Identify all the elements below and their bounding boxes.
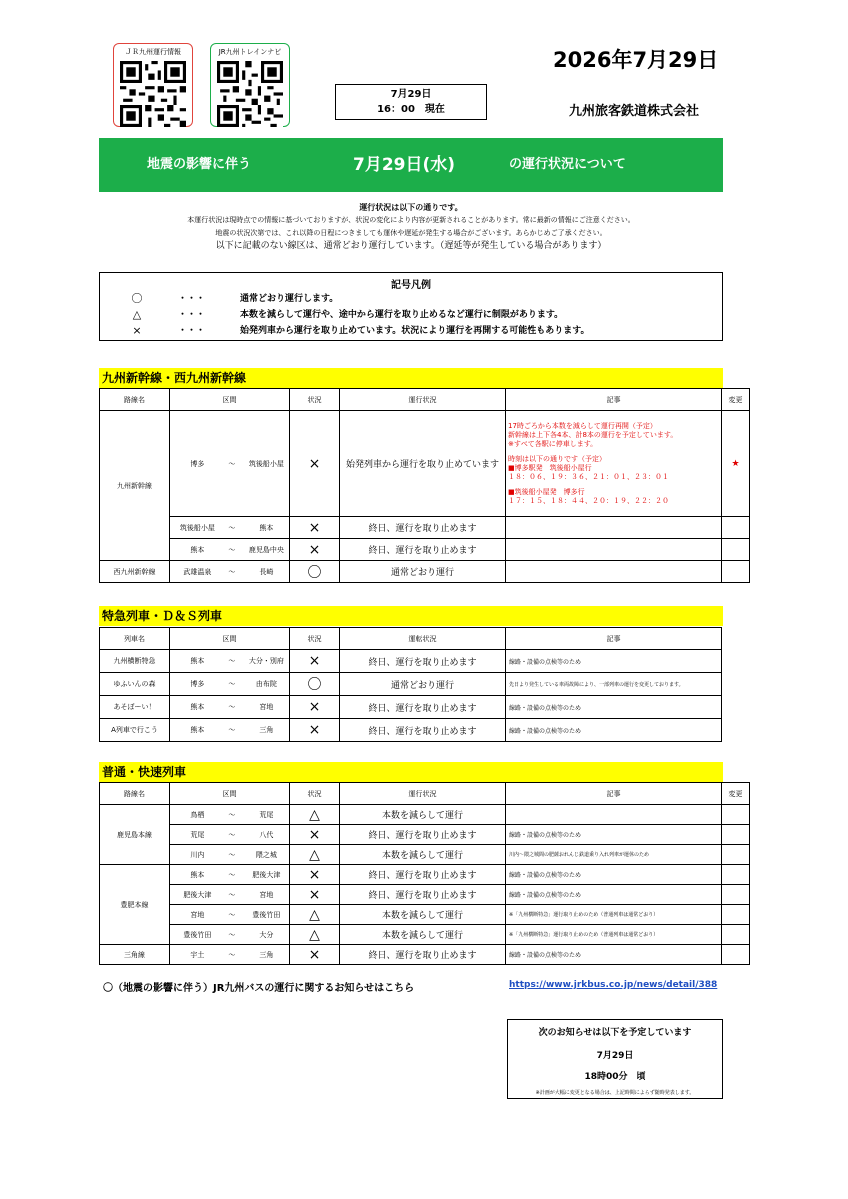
col-header: 区間 (170, 783, 290, 805)
table-row (100, 905, 750, 925)
section-cell: 鳥栖 ～ 荒尾 (170, 805, 290, 825)
notice-text: 先日より発生している車両故障により、一部列車の運行を変更しております。 (506, 673, 722, 696)
banner-right: の運行状況について (509, 157, 626, 172)
status-icon: × (290, 945, 340, 965)
section-title-local: 普通・快速列車 (99, 762, 723, 782)
section-cell: 熊本 ～ 三角 (170, 719, 290, 742)
legend-desc: 本数を減らして運行や、途中から運行を取り止めるなど運行に制限があります。 (240, 310, 564, 320)
col-header: 運転状況 (340, 628, 506, 650)
table-row (100, 805, 750, 825)
notice-text: ※「九州横断特急」運行取り止めのため（普通列車は通常どおり） (506, 905, 722, 925)
legend-desc: 始発列車から運行を取り止めています。状況により運行を再開する可能性もあります。 (240, 326, 590, 336)
as-of-time: 16：00 現在 (377, 104, 445, 115)
as-of-date: 7月29日 (390, 89, 432, 100)
section-cell: 荒尾 ～ 八代 (170, 825, 290, 845)
local-train-table (99, 782, 750, 965)
next-notice-title: 次のお知らせは以下を予定しています (538, 1028, 692, 1038)
status-icon: 〇 (290, 673, 340, 696)
notice-text: 17時ごろから本数を減らして運行再開（予定） 新幹線は上下各4本、計8本の運行を予定しています。 ※すべて各駅に停車します。 時刻は以下の通りです（予定） ■博多駅発 筑後船小屋行 １８：０６、１９：３６、２１：０１、２３：０１ ■筑後船小屋発 博多行 １７：１５、１８：４４、２０：１９、２２：２０ (506, 411, 722, 517)
section-cell: 博多 ～ 由布院 (170, 673, 290, 696)
bus-notice: 〇（地震の影響に伴う）JR九州バスの運行に関するお知らせはこちら (103, 983, 415, 994)
table-row (100, 539, 750, 561)
symbol-legend (99, 272, 723, 341)
operation-status: 本数を減らして運行 (340, 905, 506, 925)
next-notice-time: 18時00分 頃 (584, 1072, 646, 1082)
operation-status: 本数を減らして運行 (340, 925, 506, 945)
train-name: A列車で行こう (100, 719, 170, 742)
operation-status: 本数を減らして運行 (340, 805, 506, 825)
table-row (100, 517, 750, 539)
intro-line: 運行状況は以下の通りです。 (359, 203, 463, 212)
cross-icon: × (132, 324, 142, 337)
intro-line: 以下に記載のない線区は、通常どおり運行しています。（遅延等が発生している場合があります） (215, 241, 607, 251)
qr-code-icon[interactable] (120, 61, 186, 127)
status-icon: × (290, 539, 340, 561)
line-name: 豊肥本線 (100, 865, 170, 945)
legend-dots: ・・・ (178, 310, 206, 320)
legend-desc: 通常どおり運行します。 (240, 294, 339, 304)
col-header: 変更 (722, 783, 750, 805)
legend-item (100, 292, 720, 306)
as-of-box (335, 84, 487, 120)
col-header: 区間 (170, 628, 290, 650)
company-name: 九州旅客鉄道株式会社 (569, 104, 700, 119)
qr-box-operation-info (113, 43, 193, 127)
table-row (100, 696, 722, 719)
section-cell: 筑後船小屋 ～ 熊本 (170, 517, 290, 539)
notice-text: ※「九州横断特急」運行取り止めのため（普通列車は通常どおり） (506, 925, 722, 945)
train-name: 九州横断特急 (100, 650, 170, 673)
section-cell: 熊本 ～ 宮地 (170, 696, 290, 719)
operation-status: 始発列車から運行を取り止めています (340, 411, 506, 517)
next-notice-date: 7月29日 (596, 1051, 634, 1061)
col-header: 路線名 (100, 783, 170, 805)
operation-status: 終日、運行を取り止めます (340, 719, 506, 742)
col-header: 区間 (170, 389, 290, 411)
line-name: 三角線 (100, 945, 170, 965)
table-row (100, 650, 722, 673)
status-icon: × (290, 719, 340, 742)
col-header: 記事 (506, 783, 722, 805)
operation-status: 本数を減らして運行 (340, 845, 506, 865)
next-notice-box (507, 1019, 723, 1099)
line-name: 九州新幹線 (100, 411, 170, 561)
col-header: 運行状況 (340, 389, 506, 411)
notice-text: 線路・設備の点検等のため (506, 865, 722, 885)
legend-title: 記号凡例 (391, 280, 431, 291)
table-row (100, 411, 750, 517)
status-icon: △ (290, 925, 340, 945)
section-cell: 熊本 ～ 肥後大津 (170, 865, 290, 885)
section-title-shinkansen: 九州新幹線・西九州新幹線 (99, 368, 723, 388)
table-row (100, 719, 722, 742)
operation-status: 終日、運行を取り止めます (340, 650, 506, 673)
notice-text: 線路・設備の点検等のため (506, 825, 722, 845)
triangle-icon: △ (132, 308, 142, 321)
col-header: 運行状況 (340, 783, 506, 805)
status-icon: × (290, 825, 340, 845)
status-icon: × (290, 696, 340, 719)
status-icon: △ (290, 845, 340, 865)
table-row (100, 945, 750, 965)
section-cell: 宇土 ～ 三角 (170, 945, 290, 965)
col-header: 状況 (290, 389, 340, 411)
status-icon: △ (290, 805, 340, 825)
legend-dots: ・・・ (178, 294, 206, 304)
shinkansen-table (99, 388, 750, 583)
banner-date: 7月29日(水) (353, 155, 456, 175)
legend-dots: ・・・ (178, 326, 206, 336)
section-title-limited-express: 特急列車・Ｄ＆Ｓ列車 (99, 606, 723, 626)
section-cell: 熊本 ～ 鹿児島中央 (170, 539, 290, 561)
legend-item (100, 308, 720, 322)
star-icon: ★ (722, 411, 750, 517)
col-header: 状況 (290, 783, 340, 805)
section-cell: 宮地 ～ 豊後竹田 (170, 905, 290, 925)
section-cell: 豊後竹田 ～ 大分 (170, 925, 290, 945)
table-row (100, 561, 750, 583)
intro-line: 地震の状況次第では、これ以降の日程につきましても運休や遅延が発生する場合がございます。あらかじめご了承ください。 (215, 229, 607, 237)
table-header-row (100, 628, 722, 650)
table-row (100, 845, 750, 865)
section-cell: 博多 ～ 筑後船小屋 (170, 411, 290, 517)
legend-item (100, 324, 720, 338)
table-row (100, 825, 750, 845)
intro-text (99, 201, 723, 253)
operation-status: 終日、運行を取り止めます (340, 696, 506, 719)
section-cell: 熊本 ～ 大分・別府 (170, 650, 290, 673)
notice-text (506, 805, 722, 825)
operation-status: 終日、運行を取り止めます (340, 945, 506, 965)
section-cell: 川内 ～ 隈之城 (170, 845, 290, 865)
intro-line: 本運行状況は現時点での情報に基づいておりますが、状況の変化により内容が更新されることがあります。常に最新の情報にご注意ください。 (187, 216, 635, 224)
notice-text: 線路・設備の点検等のため (506, 696, 722, 719)
page-date: 2026年7月29日 (553, 48, 719, 72)
qr-box-train-navi (210, 43, 290, 127)
table-header-row (100, 783, 750, 805)
status-icon: △ (290, 905, 340, 925)
bus-notice-link[interactable]: https://www.jrkbus.co.jp/news/detail/388 (509, 980, 718, 990)
col-header: 路線名 (100, 389, 170, 411)
status-icon: × (290, 865, 340, 885)
col-header: 状況 (290, 628, 340, 650)
title-banner (99, 138, 723, 192)
table-row (100, 673, 722, 696)
col-header: 変更 (722, 389, 750, 411)
table-row (100, 865, 750, 885)
notice-text: 川内～隈之城間の肥薩おれんじ鉄道乗り入れ列車が運休のため (506, 845, 722, 865)
operation-status: 通常どおり運行 (340, 561, 506, 583)
banner-left: 地震の影響に伴う (147, 157, 252, 172)
section-cell: 肥後大津 ～ 宮地 (170, 885, 290, 905)
operation-status: 終日、運行を取り止めます (340, 517, 506, 539)
train-name: あそぼーい！ (100, 696, 170, 719)
notice-text: 線路・設備の点検等のため (506, 945, 722, 965)
next-notice-note: ※計画が大幅に変更となる場合は、上記時間によらず随時発表します。 (535, 1090, 695, 1096)
limited-express-table (99, 627, 722, 742)
notice-text: 線路・設備の点検等のため (506, 650, 722, 673)
operation-status: 終日、運行を取り止めます (340, 885, 506, 905)
notice-text: 線路・設備の点検等のため (506, 719, 722, 742)
line-name: 西九州新幹線 (100, 561, 170, 583)
status-icon: × (290, 650, 340, 673)
qr-label-train-navi: JR九州トレインナビ (218, 48, 282, 56)
operation-status: 通常どおり運行 (340, 673, 506, 696)
qr-code-icon[interactable] (217, 61, 283, 127)
section-cell: 武雄温泉 ～ 長崎 (170, 561, 290, 583)
line-name: 鹿児島本線 (100, 805, 170, 865)
status-icon: × (290, 517, 340, 539)
operation-status: 終日、運行を取り止めます (340, 825, 506, 845)
status-icon: × (290, 411, 340, 517)
train-name: ゆふいんの森 (100, 673, 170, 696)
circle-icon: 〇 (131, 292, 143, 305)
qr-label-operation-info: ＪＲ九州運行情報 (125, 48, 181, 56)
col-header: 記事 (506, 389, 722, 411)
operation-status: 終日、運行を取り止めます (340, 865, 506, 885)
col-header: 列車名 (100, 628, 170, 650)
table-row (100, 925, 750, 945)
table-row (100, 885, 750, 905)
status-icon: × (290, 885, 340, 905)
status-icon: 〇 (290, 561, 340, 583)
col-header: 記事 (506, 628, 722, 650)
table-header-row (100, 389, 750, 411)
notice-text: 線路・設備の点検等のため (506, 885, 722, 905)
operation-status: 終日、運行を取り止めます (340, 539, 506, 561)
